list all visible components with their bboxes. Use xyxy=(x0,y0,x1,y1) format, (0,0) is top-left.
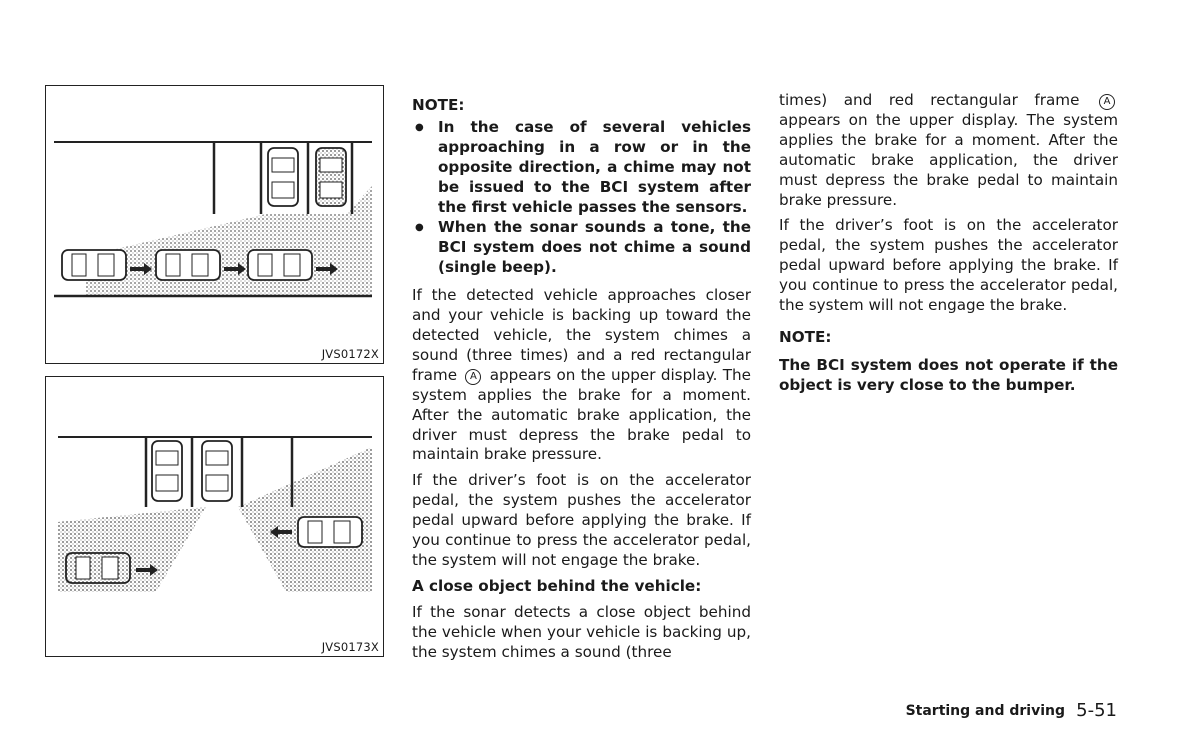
bci-diagram-1 xyxy=(46,86,382,362)
callout-a-icon: A xyxy=(1099,94,1115,110)
subheading: A close object behind the vehicle: xyxy=(412,576,702,595)
own-car xyxy=(202,441,232,501)
note-text: The BCI system does not operate if the object is very close to the bumper. xyxy=(779,355,1118,394)
moving-car-1 xyxy=(62,250,126,280)
paragraph: If the driver’s foot is on the accelerator pedal, the system pushes the accelerator pedal upward before applying the brake. If you continue to press the accelerator pedal, the system will not engage the brake. xyxy=(779,216,1118,315)
paragraph: If the sonar detects a close object behind the vehicle when your vehicle is backing up, the system chimes a sound (three xyxy=(412,602,751,661)
moving-car-2 xyxy=(156,250,220,280)
paragraph: times) and red rectangular frame A appears on the upper display. The system applies the brake for a moment. After the automatic brake application, the driver must depress the brake pedal to maintain brake pressure. xyxy=(779,91,1118,209)
page-number: 5-51 xyxy=(1076,700,1117,721)
note-bullets xyxy=(412,118,751,278)
bci-diagram-2 xyxy=(46,377,382,655)
paragraph: If the detected vehicle approaches closer and your vehicle is backing up toward the detected vehicle, the system chimes a sound (three times) and a red rectangular frame A appears on the upper display. The system applies the brake for a moment. After the automatic brake application, the driver must depress the brake pedal to maintain brake pressure. xyxy=(412,286,751,464)
note-bullet: ● In the case of several vehicles approaching in a row or in the opposite direction, a chime may not be issued to the BCI system after the first vehicle passes the sensors. xyxy=(412,118,751,218)
approaching-car-right xyxy=(298,517,362,547)
note-heading: NOTE: xyxy=(779,327,832,346)
right-column xyxy=(779,91,1118,402)
approaching-car-left xyxy=(66,553,130,583)
callout-a-icon: A xyxy=(465,369,481,385)
figure-code: JVS0173X xyxy=(321,640,379,654)
note-bullet: ● When the sonar sounds a tone, the BCI system does not chime a sound (single beep). xyxy=(412,218,751,278)
parked-car xyxy=(152,441,182,501)
middle-column xyxy=(412,96,751,662)
figure-1 xyxy=(45,85,384,364)
figure-code: JVS0172X xyxy=(321,347,379,361)
parked-car xyxy=(268,148,298,206)
paragraph: If the driver’s foot is on the accelerator pedal, the system pushes the accelerator pedal upward before applying the brake. If you continue to press the accelerator pedal, the system will not engage the brake. xyxy=(412,471,751,569)
section-title: Starting and driving xyxy=(905,703,1065,719)
note-heading: NOTE: xyxy=(412,96,465,114)
moving-car-3 xyxy=(248,250,312,280)
own-car xyxy=(316,148,346,206)
figure-2 xyxy=(45,376,384,657)
